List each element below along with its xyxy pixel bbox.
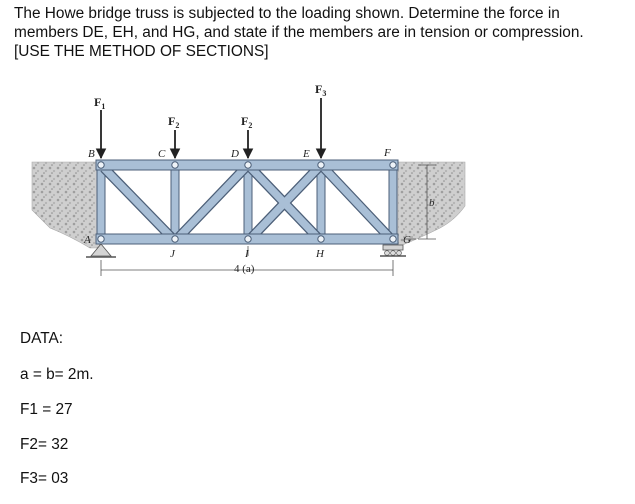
joint-label-D: D <box>231 148 239 160</box>
joint-label-H: H <box>316 248 324 260</box>
joint-label-F: F <box>384 147 391 159</box>
data-heading: DATA: <box>20 330 64 347</box>
joint-label-J: J <box>170 248 175 260</box>
joint-label-G: G <box>403 234 411 246</box>
dimension-label-b: b <box>429 197 435 209</box>
joint-label-B: B <box>88 148 95 160</box>
problem-line-3: [USE THE METHOD OF SECTIONS] <box>14 43 269 60</box>
figure-caption: 4 (a) <box>234 263 255 275</box>
problem-line-2: members DE, EH, and HG, and state if the members are in tension or compression. <box>14 24 584 41</box>
roller-support-G <box>380 245 406 256</box>
data-f2: F2= 32 <box>20 436 69 453</box>
data-f1: F1 = 27 <box>20 401 73 418</box>
data-ab: a = b= 2m. <box>20 366 94 383</box>
joint-label-C: C <box>158 148 166 160</box>
joint-label-A: A <box>84 234 91 246</box>
label-F2-C: $F_2$ <box>168 114 180 130</box>
load-arrows <box>101 98 321 158</box>
label-F3: $F_3$ <box>315 82 327 98</box>
member-FG <box>389 162 397 242</box>
problem-line-1: The Howe bridge truss is subjected to the loading shown. Determine the force in <box>14 5 560 22</box>
member-CJ <box>171 162 179 242</box>
joint-label-E: E <box>303 148 310 160</box>
label-F2-D: $F_2$ <box>241 114 253 130</box>
joint-label-I: I <box>245 248 249 260</box>
label-F1: $F_1$ <box>94 95 106 111</box>
problem-statement <box>14 4 624 61</box>
truss-figure <box>0 78 635 293</box>
data-f3: F3= 03 <box>20 470 69 487</box>
